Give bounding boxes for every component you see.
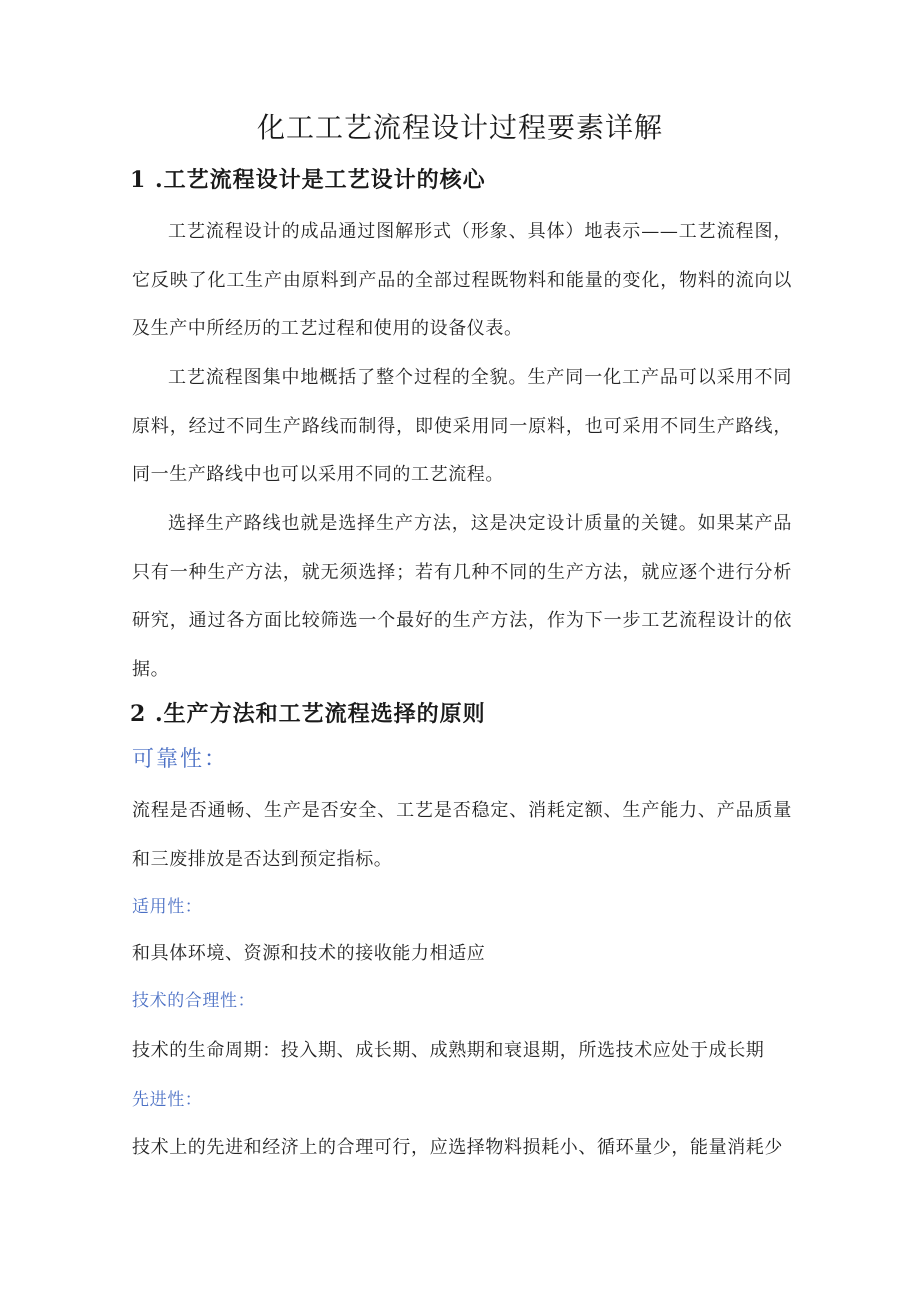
criterion-reliability-text: 流程是否通畅、生产是否安全、工艺是否稳定、消耗定额、生产能力、产品质量和三废排放是否达到预定指标。 <box>132 800 792 870</box>
section-2-heading: 2 .生产方法和工艺流程选择的原则 <box>130 701 486 727</box>
section-1-heading: 1 .工艺流程设计是工艺设计的核心 <box>130 167 486 193</box>
document-title: 化工工艺流程设计过程要素详解 <box>256 111 663 144</box>
criterion-applicability-text: 和具体环境、资源和技术的接收能力相适应 <box>132 943 486 964</box>
section-1-paragraph-1: 工艺流程设计的成品通过图解形式（形象、具体）地表示——工艺流程图，它反映了化工生产由原料到产品的全部过程既物料和能量的变化，物料的流向以及生产中所经历的工艺过程和使用的设备仪表。 <box>132 221 792 340</box>
criterion-reliability-label: 可靠性： <box>132 747 229 772</box>
section-1-paragraph-2: 工艺流程图集中地概括了整个过程的全貌。生产同一化工产品可以采用不同原料，经过不同生产路线而制得，即使采用同一原料，也可采用不同生产路线，同一生产路线中也可以采用不同的工艺流程。 <box>132 367 792 486</box>
criterion-applicability-label: 适用性： <box>132 897 203 917</box>
section-1-paragraph-3: 选择生产路线也就是选择生产方法，这是决定设计质量的关键。如果某产品只有一种生产方法，就无须选择；若有几种不同的生产方法，就应逐个进行分析研究，通过各方面比较筛选一个最好的生产方法，作为下一步工艺流程设计的依据。 <box>132 513 792 681</box>
criterion-advancement-text: 技术上的先进和经济上的合理可行，应选择物料损耗小、循环量少，能量消耗少 <box>132 1137 783 1158</box>
criterion-advancement-label: 先进性： <box>132 1090 203 1110</box>
criterion-rationality-text: 技术的生命周期：投入期、成长期、成熟期和衰退期，所选技术应处于成长期 <box>132 1040 765 1061</box>
criterion-rationality-label: 技术的合理性： <box>132 991 256 1011</box>
